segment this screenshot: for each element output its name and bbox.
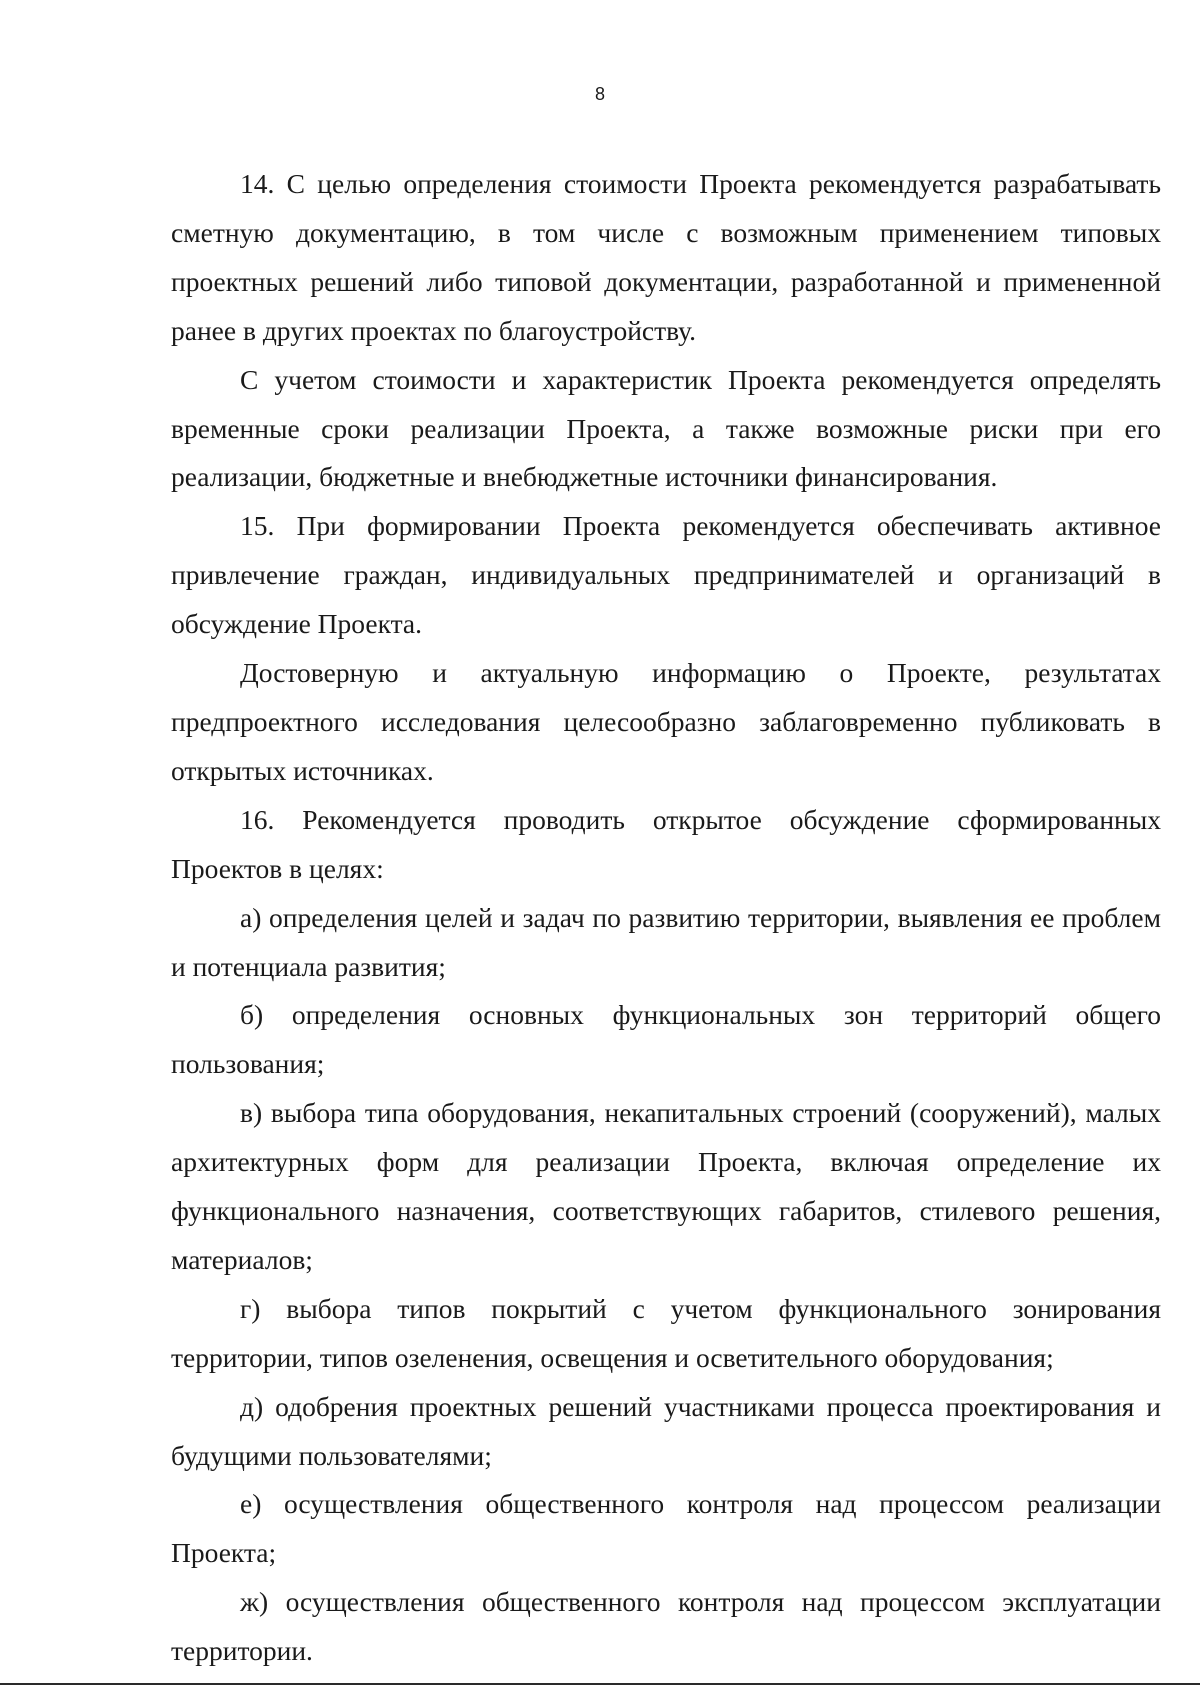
list-item-e: е) осуществления общественного контроля над процессом реализации Проекта; (171, 1488, 1161, 1569)
bottom-divider (0, 1683, 1200, 1685)
page-number: 8 (594, 84, 605, 104)
document-body (171, 160, 1161, 1676)
list-item-d: д) одобрения проектных решений участниками процесса проектирования и будущими пользователями; (171, 1390, 1161, 1471)
paragraph-16: 16. Рекомендуется проводить открытое обсуждение сформированных Проектов в целях: (171, 803, 1161, 884)
paragraph-14: 14. С целью определения стоимости Проекта рекомендуется разрабатывать сметную документацию, в том числе с возможным применением типовых проектных решений либо типовой документации, разработанной и примененной ранее в других проектах по благоустройству. (171, 168, 1161, 346)
list-item-zh: ж) осуществления общественного контроля над процессом эксплуатации территории. (171, 1586, 1161, 1667)
list-item-b: б) определения основных функциональных зон территорий общего пользования; (171, 999, 1161, 1080)
paragraph-15: 15. При формировании Проекта рекомендуется обеспечивать активное привлечение граждан, индивидуальных предпринимателей и организаций в обсуждение Проекта. (171, 510, 1161, 640)
list-item-a: а) определения целей и задач по развитию территории, выявления ее проблем и потенциала развития; (171, 901, 1161, 982)
list-item-g: г) выбора типов покрытий с учетом функционального зонирования территории, типов озеленения, освещения и осветительного оборудования; (171, 1292, 1161, 1373)
list-item-v: в) выбора типа оборудования, некапитальных строений (сооружений), малых архитектурных форм для реализации Проекта, включая определение их функционального назначения, соответствующих габаритов, стилевого решения, материалов; (171, 1097, 1161, 1275)
paragraph-publication: Достоверную и актуальную информацию о Проекте, результатах предпроектного исследования целесообразно заблаговременно публиковать в открытых источниках. (171, 657, 1161, 786)
paragraph-cost-timeline: С учетом стоимости и характеристик Проекта рекомендуется определять временные сроки реализации Проекта, а также возможные риски при его реализации, бюджетные и внебюджетные источники финансирования. (171, 363, 1161, 493)
